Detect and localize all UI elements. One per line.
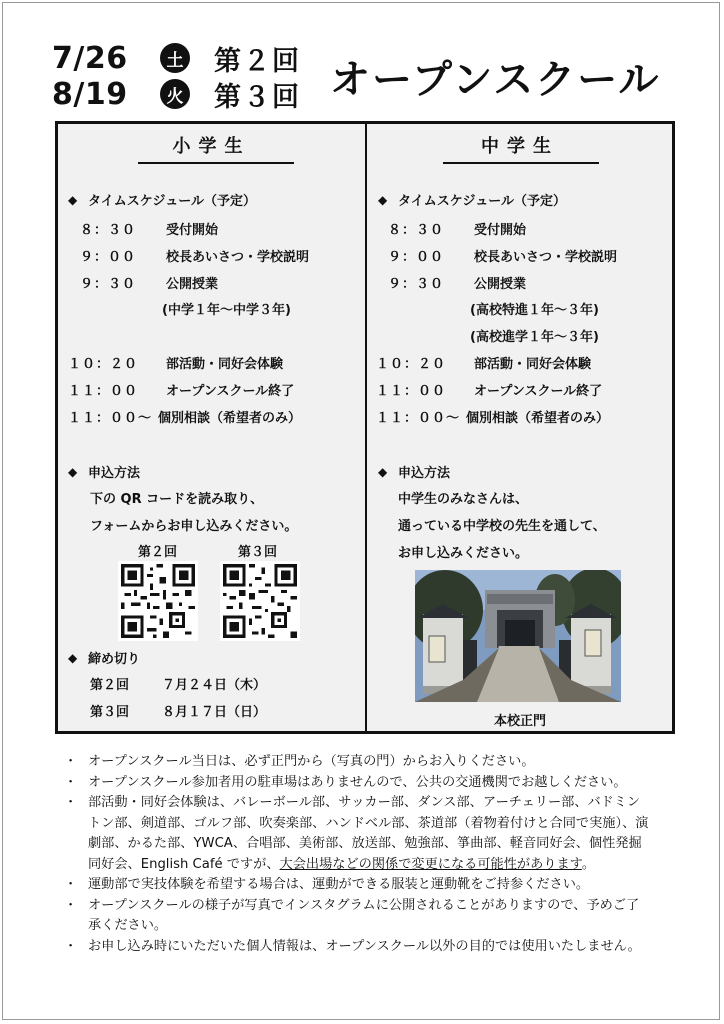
schedule-time: ９：３０ — [388, 277, 445, 292]
schedule-event: 部活動・同好会体験 — [474, 357, 592, 372]
school-gate-illustration — [415, 570, 621, 702]
note-item — [64, 937, 674, 958]
schedule-time: ９：３０ — [80, 277, 137, 292]
schedule-row — [376, 407, 609, 426]
date-row-session-2 — [52, 38, 301, 78]
apply-text: 下の QR コードを読み取り、 — [90, 492, 264, 507]
schedule-time: １０：２０ — [376, 357, 447, 372]
schedule-heading — [378, 190, 566, 209]
apply-heading-text: 申込方法 — [88, 466, 141, 481]
notes-list — [64, 752, 674, 957]
schedule-event: オープンスクール終了 — [474, 384, 603, 399]
session-label: 第２回 — [214, 45, 301, 77]
schedule-time: １１：００ — [376, 384, 447, 399]
note-item-instagram — [64, 896, 674, 937]
diamond-icon: ◆ — [68, 464, 78, 479]
apply-text: 中学生のみなさんは、 — [398, 492, 529, 507]
schedule-row — [80, 246, 309, 265]
schedule-time: １１：００～ — [376, 411, 461, 426]
note-item — [64, 875, 674, 896]
class-note: (中学１年～中学３年) — [162, 303, 291, 318]
title-underline — [138, 162, 294, 164]
note-text-instagram — [88, 896, 639, 937]
qr-label-session-2: 第２回 — [138, 545, 178, 560]
schedule-event: 部活動・同好会体験 — [166, 357, 284, 372]
schedule-event: 個別相談（希望者のみ） — [158, 411, 302, 426]
bullet: ・ — [64, 897, 78, 913]
apply-text: 通っている中学校の先生を通して、 — [398, 519, 606, 534]
schedule-event: 個別相談（希望者のみ） — [466, 411, 610, 426]
note-text: お申し込み時にいただいた個人情報は、オープンスクール以外の目的では使用いたしません。 — [88, 938, 641, 954]
schedule-event: 校長あいさつ・学校説明 — [166, 250, 310, 265]
note-line: トン部、剣道部、ゴルフ部、吹奏楽部、ハンドベル部、茶道部（着物着付けと合同で実施）、演 — [88, 815, 649, 831]
class-note: (高校進学１年～３年) — [470, 330, 599, 345]
photo-caption: 本校正門 — [493, 714, 546, 729]
bullet: ・ — [64, 877, 78, 892]
schedule-time: １１：００ — [68, 384, 139, 399]
weekday-badge: 火 — [160, 79, 190, 109]
elementary-column — [58, 124, 367, 731]
note-item — [64, 752, 674, 773]
apply-heading-text: 申込方法 — [398, 466, 451, 481]
note-line — [88, 855, 648, 876]
schedule-event: 受付開始 — [166, 223, 219, 238]
note-line: 承ください。 — [88, 918, 168, 933]
note-item — [64, 773, 674, 794]
deadline-session: 第２回 — [90, 678, 130, 693]
schedule-row — [80, 219, 218, 238]
note-text: 運動部で実技体験を希望する場合は、運動ができる服装と運動靴をご持参ください。 — [88, 877, 590, 892]
note-line-suffix: 。 — [581, 856, 595, 872]
schedule-time: ８：３０ — [388, 223, 445, 238]
page-title: オープンスクール — [330, 57, 661, 103]
diamond-icon: ◆ — [378, 464, 388, 479]
schedule-heading-text: タイムスケジュール（予定） — [88, 194, 256, 209]
note-text-clubs — [88, 793, 648, 875]
schedule-time: ９：００ — [80, 250, 137, 265]
date: 7/26 — [52, 40, 128, 76]
apply-text: フォームからお申し込みください。 — [90, 519, 298, 534]
title-underline — [443, 162, 599, 164]
schedule-row — [68, 353, 283, 372]
apply-heading — [68, 462, 140, 481]
schedule-heading-text: タイムスケジュール（予定） — [398, 194, 566, 209]
weekday-badge: 土 — [160, 43, 190, 73]
qr-code-session-3[interactable] — [220, 561, 300, 641]
schedule-row — [388, 273, 526, 292]
schedule-event: 受付開始 — [474, 223, 527, 238]
schedule-row — [388, 219, 526, 238]
deadline-session: 第３回 — [90, 705, 130, 720]
column-title: 小学生 — [172, 136, 251, 157]
note-line: 劇部、かるた部、YWCA、合唱部、美術部、放送部、勉強部、箏曲部、軽音同好会、個性発掘 — [88, 836, 642, 851]
schedule-row — [68, 380, 294, 399]
diamond-icon: ◆ — [378, 192, 388, 207]
schedule-row — [376, 353, 591, 372]
diamond-icon: ◆ — [68, 192, 78, 207]
note-text: オープンスクール参加者用の駐車場はありませんので、公共の交通機関でお越しください。 — [88, 774, 627, 790]
deadline-row — [90, 674, 266, 693]
schedule-table — [55, 121, 675, 734]
note-underlined-warning: 大会出場などの関係で変更になる可能性があります — [279, 856, 582, 872]
column-title: 中学生 — [481, 136, 559, 157]
school-gate-photo — [415, 570, 621, 702]
bullet: ・ — [64, 938, 78, 954]
deadline-heading — [68, 648, 140, 667]
schedule-event: 公開授業 — [474, 277, 527, 292]
bullet: ・ — [64, 774, 78, 790]
schedule-event: 公開授業 — [166, 277, 219, 292]
date: 8/19 — [52, 76, 128, 112]
schedule-row — [376, 380, 602, 399]
schedule-event: オープンスクール終了 — [166, 384, 295, 399]
date-row-session-3 — [52, 74, 301, 114]
diamond-icon: ◆ — [68, 650, 78, 665]
schedule-time: １０：２０ — [68, 357, 139, 372]
schedule-event: 校長あいさつ・学校説明 — [474, 250, 618, 265]
schedule-row — [68, 407, 301, 426]
deadline-heading-text: 締め切り — [88, 652, 141, 667]
deadline-date: ７月２４日（木） — [162, 678, 267, 693]
qr-code-session-2[interactable] — [118, 561, 198, 641]
note-text: オープンスクール当日は、必ず正門から（写真の門）からお入りください。 — [88, 754, 535, 769]
bullet: ・ — [64, 754, 78, 769]
junior-high-column — [368, 124, 672, 731]
session-label: 第３回 — [214, 81, 301, 113]
apply-heading — [378, 462, 450, 481]
qr-label-session-3: 第３回 — [238, 545, 278, 560]
qr-code-graphic — [118, 561, 198, 641]
note-line: オープンスクールの様子が写真でインスタグラムに公開されることがありますので、予めご了 — [88, 897, 640, 913]
class-note: (高校特進１年～３年) — [470, 303, 599, 318]
schedule-heading — [68, 190, 256, 209]
schedule-row — [388, 246, 617, 265]
note-line: 部活動・同好会体験は、バレーボール部、サッカー部、ダンス部、アーチェリー部、バドミン — [88, 795, 641, 810]
note-line-prefix: 同好会、English Café ですが、 — [88, 856, 280, 872]
note-item-clubs — [64, 793, 674, 875]
schedule-row — [80, 273, 218, 292]
qr-code-graphic — [220, 561, 300, 641]
schedule-time: ９：００ — [388, 250, 445, 265]
deadline-date: ８月１７日（日） — [162, 705, 267, 720]
bullet: ・ — [64, 795, 78, 810]
schedule-time: ８：３０ — [80, 223, 137, 238]
apply-text: お申し込みください。 — [398, 546, 529, 561]
schedule-time: １１：００～ — [68, 411, 153, 426]
deadline-row — [90, 701, 266, 720]
